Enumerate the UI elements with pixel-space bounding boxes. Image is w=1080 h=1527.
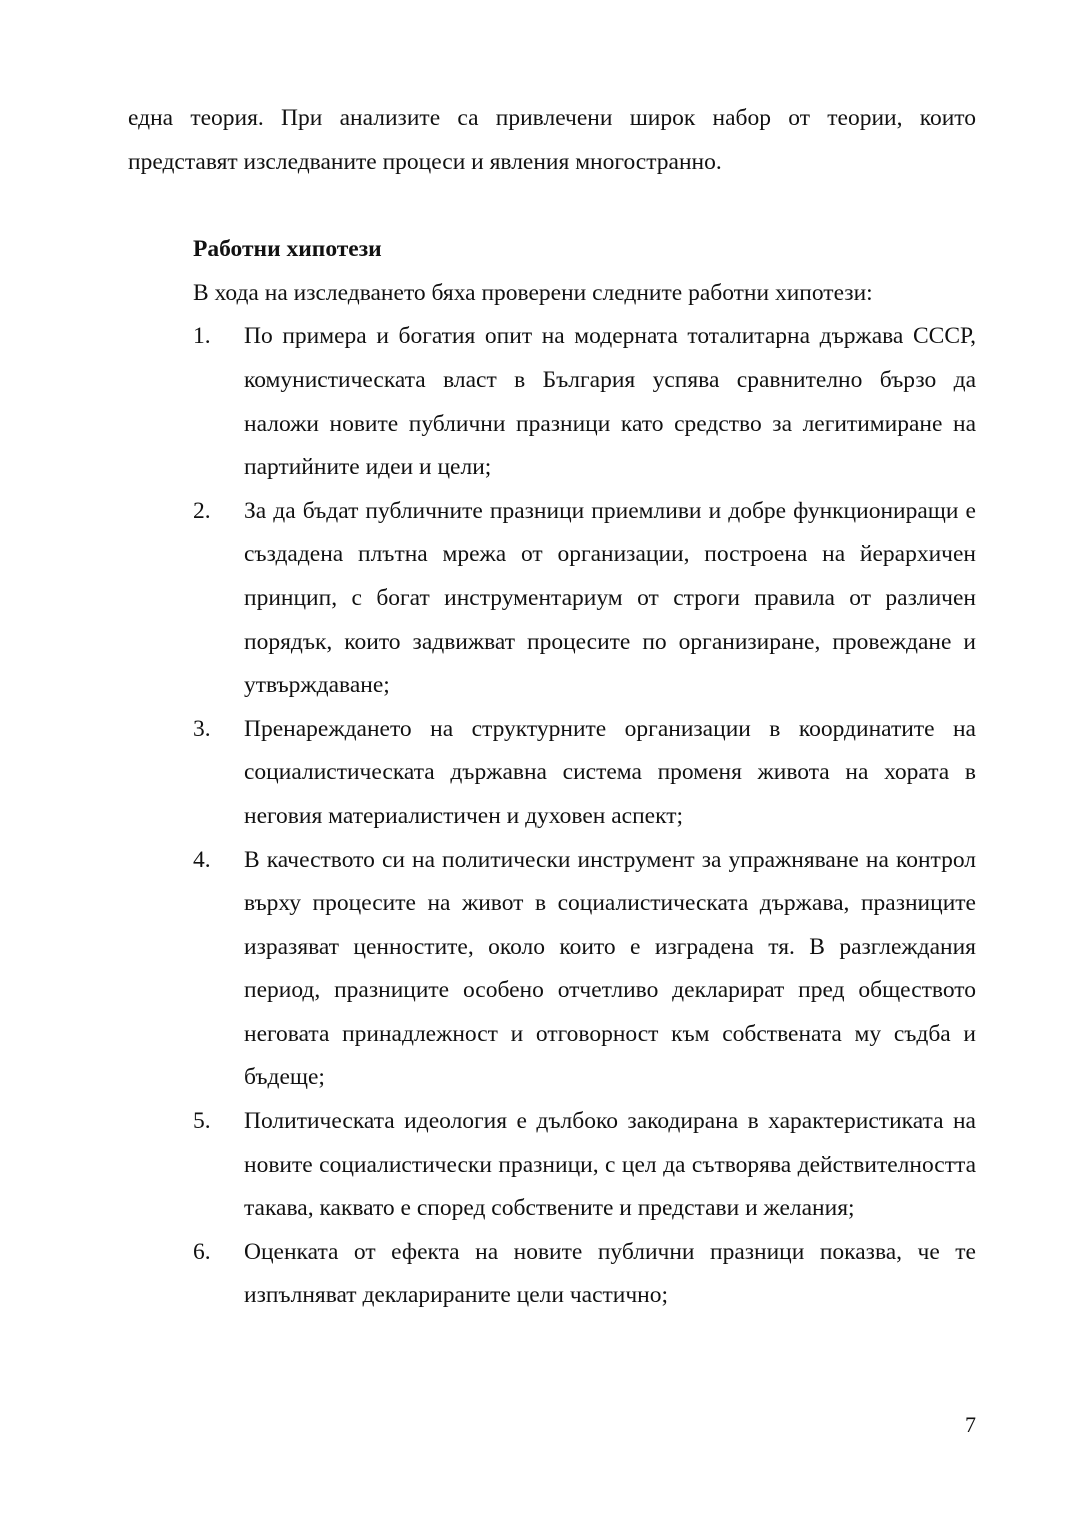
section-lead: В хода на изследването бяха проверени следните работни хипотези:: [193, 279, 873, 306]
list-item: [128, 490, 976, 708]
list-item-number: 6.: [193, 1238, 211, 1265]
list-item-text: Оценката от ефекта на новите публични празници показва, че те изпълняват декларираните цели частично;: [244, 1238, 976, 1309]
list-item-number: 5.: [193, 1108, 211, 1135]
list-item: [128, 839, 976, 1101]
hypotheses-list: [128, 315, 976, 1318]
list-item-number: 2.: [193, 497, 211, 524]
section-heading: Работни хипотези: [193, 236, 382, 263]
list-item-number: 3.: [193, 715, 211, 742]
page-number: 7: [965, 1412, 976, 1437]
list-item: [128, 1231, 976, 1318]
list-item-text: Политическата идеология е дълбоко закодирана в характеристиката на новите социалистически празници, с цел да сътворява действителността такава, каквато е според собствените и представи и желания;: [244, 1108, 976, 1222]
list-item-number: 1.: [193, 323, 211, 350]
list-item-number: 4.: [193, 846, 211, 873]
list-item-text: В качеството си на политически инструмент за упражняване на контрол върху процесите на живот в социалистическата държава, празниците изразяват ценностите, около които е изградена тя. В разглеждания период, празниците особено отчетливо декларират пред обществото неговата принадлежност и отговорност към собствената му съдба и бъдеще;: [244, 846, 976, 1091]
list-item-text: За да бъдат публичните празници приемливи и добре функциониращи е създадена плътна мрежа от организации, построена на йерархичен принцип, с богат инструментариум от строги правила от различен порядък, които задвижват процесите по организиране, провеждане и утвърждаване;: [244, 497, 976, 699]
document-page: [128, 97, 976, 1318]
list-item: [128, 315, 976, 489]
intro-paragraph: една теория. При анализите са привлечени широк набор от теории, които представят изследваните процеси и явления многостранно.: [128, 105, 976, 175]
list-item: [128, 1100, 976, 1231]
list-item-text: По примера и богатия опит на модерната тоталитарна държава СССР, комунистическата власт в България успява сравнително бързо да наложи новите публични празници като средство за легитимиране на партийните идеи и цели;: [244, 323, 976, 481]
list-item-text: Пренареждането на структурните организации в координатите на социалистическата държавна система променя живота на хората в неговия материалистичен и духовен аспект;: [244, 715, 976, 829]
list-item: [128, 708, 976, 839]
